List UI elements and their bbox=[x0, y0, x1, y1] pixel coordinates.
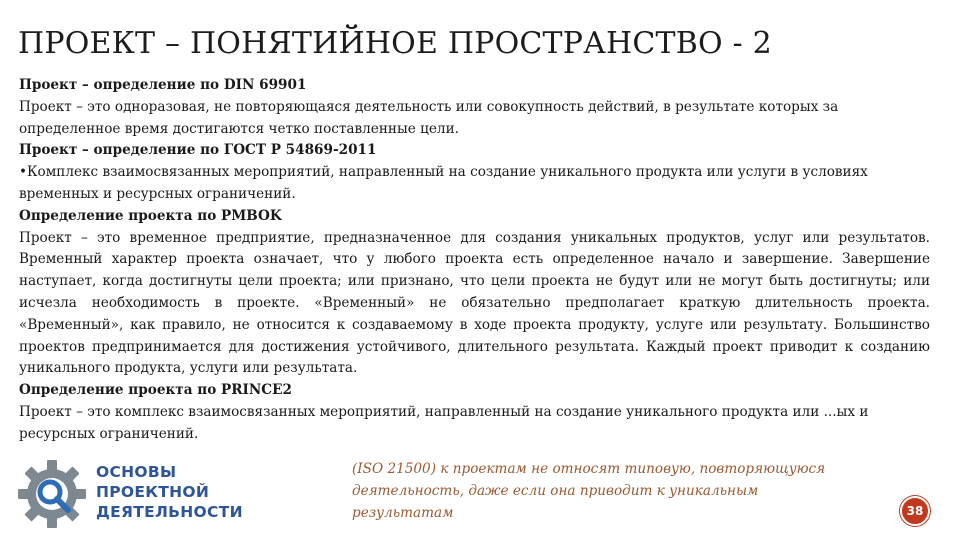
prince2-heading: Определение проекта по PRINCE2 bbox=[19, 382, 292, 399]
din-heading: Проект – определение по DIN 69901 bbox=[19, 77, 307, 93]
page-title: ПРОЕКТ – ПОНЯТИЙНОЕ ПРОСТРАНСТВО - 2 bbox=[18, 26, 772, 61]
note-line-3: результатам bbox=[352, 505, 454, 521]
gost-heading: Проект – определение по ГОСТ Р 54869-2011 bbox=[19, 142, 377, 159]
gost-text: •Комплекс взаимосвязанных мероприятий, направленный на создание уникального продукта или услуги в условиях временных и ресурсных ограничений. bbox=[19, 164, 868, 202]
course-logo bbox=[14, 456, 344, 532]
page-number-badge: 38 bbox=[900, 496, 930, 526]
logo-line-1: ОСНОВЫ bbox=[96, 463, 177, 481]
pmbok-heading: Определение проекта по PMBOK bbox=[19, 207, 282, 224]
logo-wordmark bbox=[96, 462, 243, 522]
logo-line-3: ДЕЯТЕЛЬНОСТИ bbox=[96, 503, 243, 521]
iso-note bbox=[352, 458, 882, 524]
slide-content bbox=[19, 75, 930, 446]
logo-line-2: ПРОЕКТНОЙ bbox=[96, 483, 210, 501]
prince2-text: Проект – это комплекс взаимосвязанных мероприятий, направленный на создание уникального продукта или ...ых и ресурсных ограничений. bbox=[19, 403, 869, 442]
gear-magnifier-icon bbox=[14, 456, 90, 532]
pmbok-text: Проект – это временное предприятие, предназначенное для создания уникальных продуктов, услуг или результатов. Временный характер проекта означает, что у любого проекта есть определенное начало и завершение. Завершение наступает, когда достигнуты цели проекта; или признано, что цели проекта не будут или не могут быть достигнуты; или исчезла необходимость в проекте. «Временный» не обязательно предполагает краткую длительность проекта. «Временный», как правило, не относится к создаваемому в ходе проекта продукту, услуге или результату. Большинство проектов предпринимается для достижения устойчивого, длительного результата. Каждый проект приводит к созданию уникального продукта, услуги или результата. bbox=[19, 229, 930, 377]
note-line-1: (ISO 21500) к проектам не относят типовую, повторяющуюся bbox=[352, 461, 826, 477]
note-line-2: деятельность, даже если она приводит к уникальным bbox=[352, 483, 759, 499]
din-text: Проект – это одноразовая, не повторяющаяся деятельность или совокупность действий, в результате которых за определенное время достигаются четко поставленные цели. bbox=[19, 98, 839, 137]
